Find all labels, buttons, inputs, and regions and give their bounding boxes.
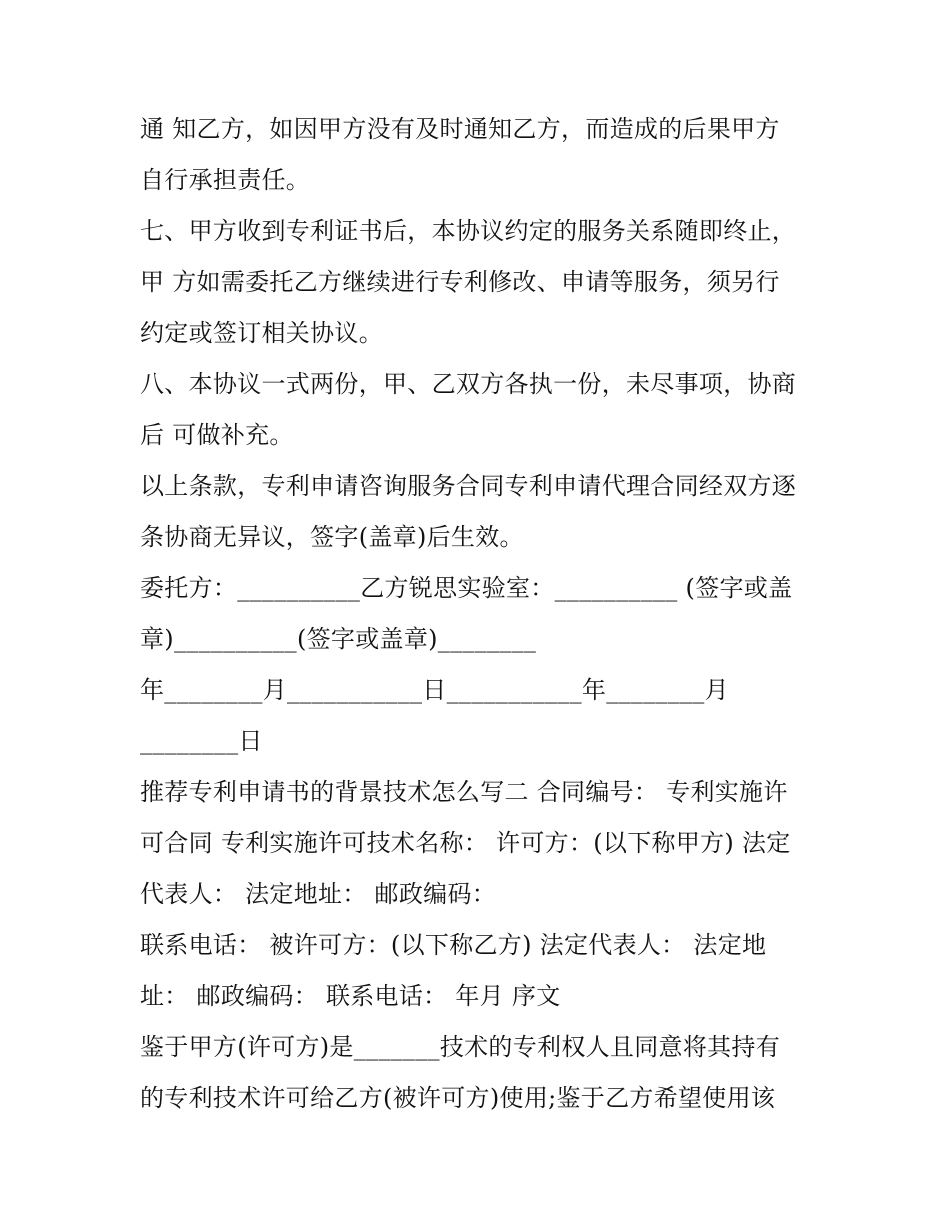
- document-body: [140, 104, 830, 1124]
- text-line: 以上条款，专利申请咨询服务合同专利申请代理合同经双方逐: [140, 472, 797, 500]
- text-line: 可合同 专利实施许可技术名称： 许可方：(以下称甲方) 法定: [140, 829, 791, 857]
- text-line: 通 知乙方，如因甲方没有及时通知乙方，而造成的后果甲方: [140, 115, 780, 143]
- text-line: 条协商无异议，签字(盖章)后生效。: [140, 523, 524, 551]
- text-line: 自行承担责任。: [140, 166, 311, 194]
- text-line: 鉴于甲方(许可方)是_______技术的专利权人且同意将其持有: [140, 1033, 781, 1061]
- text-line: 址： 邮政编码： 联系电话： 年月 序文: [140, 982, 561, 1010]
- text-line: 推荐专利申请书的背景技术怎么写二 合同编号： 专利实施许: [140, 778, 788, 806]
- date-line: 年________月___________日___________年________月: [140, 676, 729, 704]
- signature-line: 章)__________(签字或盖章)________: [140, 625, 537, 653]
- text-line: 八、本协议一式两份，甲、乙双方各执一份，未尽事项，协商: [140, 370, 797, 398]
- text-line: 甲 方如需委托乙方继续进行专利修改、申请等服务，须另行: [140, 268, 780, 296]
- text-line: 代表人： 法定地址： 邮政编码：: [140, 880, 497, 908]
- text-line: 后 可做补充。: [140, 421, 294, 449]
- text-line: 的专利技术许可给乙方(被许可方)使用;鉴于乙方希望使用该: [140, 1084, 776, 1112]
- text-line: 七、甲方收到专利证书后，本协议约定的服务关系随即终止，: [140, 217, 797, 245]
- text-line: 约定或签订相关协议。: [140, 319, 383, 347]
- text-line: 联系电话： 被许可方：(以下称乙方) 法定代表人： 法定地: [140, 931, 767, 959]
- signature-line: 委托方：__________乙方锐思实验室：__________ (签字或盖: [140, 574, 793, 602]
- date-line: ________日: [140, 727, 263, 755]
